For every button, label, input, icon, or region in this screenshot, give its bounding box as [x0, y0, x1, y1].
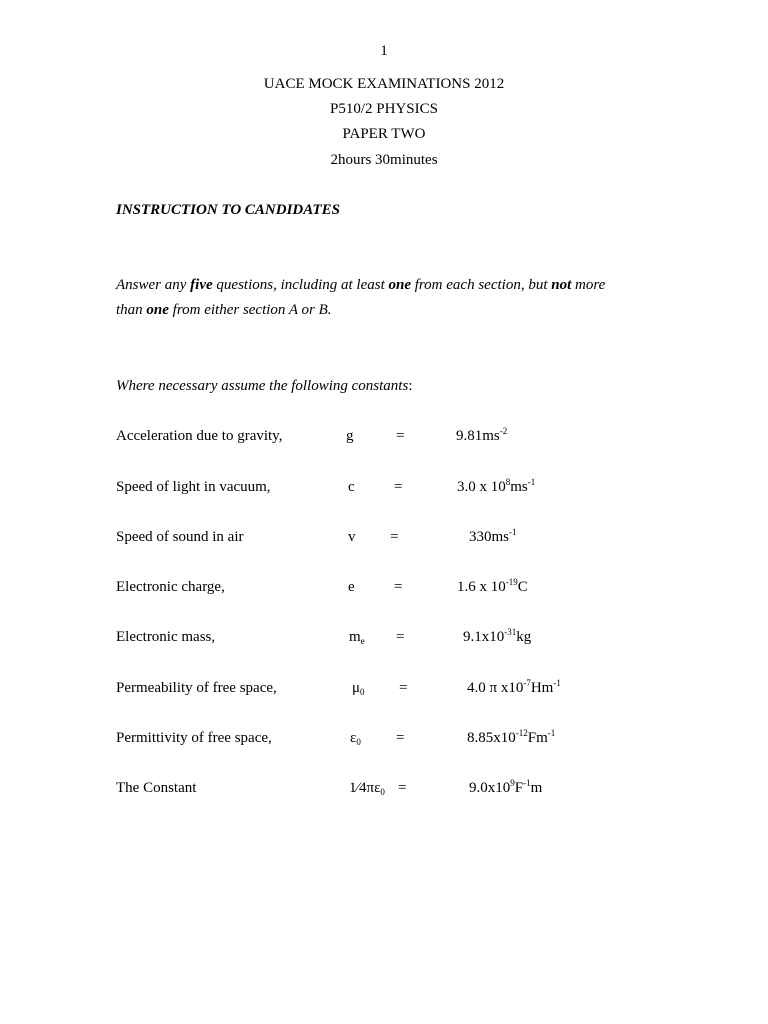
constant-symbol: g	[346, 428, 354, 444]
constant-name: Electronic mass,	[116, 629, 216, 645]
constant-symbol: $m_e$	[349, 629, 365, 646]
equals-sign: =	[396, 428, 405, 444]
constant-row-permeability	[0, 680, 768, 700]
constant-value: $330ms^{-1}$	[469, 527, 517, 545]
constant-symbol: e	[348, 579, 355, 595]
constant-symbol: $1⁄4\pi\varepsilon_0$	[349, 780, 385, 797]
constant-name: Permeability of free space,	[116, 680, 277, 696]
constant-row-sound-speed	[0, 529, 768, 549]
paper-name: PAPER TWO	[342, 126, 426, 142]
constant-value: $9.0x10^9F^{-1}m$	[469, 778, 543, 796]
duration: 2hours 30minutes	[330, 152, 438, 168]
constant-name: Permittivity of free space,	[116, 730, 272, 746]
constant-row-light-speed	[0, 479, 768, 499]
constant-symbol: $\mu_0$	[352, 680, 365, 697]
constant-row-electronic-mass	[0, 629, 768, 649]
constant-row-electronic-charge	[0, 579, 768, 599]
equals-sign: =	[394, 579, 403, 595]
constant-value: $9.81ms^{-2}$	[456, 426, 508, 444]
constant-row-coulomb-constant	[0, 780, 768, 800]
constant-name: Speed of sound in air	[116, 529, 244, 545]
constant-symbol: $\varepsilon_0$	[350, 730, 361, 747]
equals-sign: =	[394, 479, 403, 495]
constant-value: 4.0 π $x10^{-7}Hm^{-1}$	[467, 678, 561, 696]
instruction-line-1: Answer any five questions, including at least one from each section, but not more	[116, 277, 606, 293]
constant-value: $9.1x10^{-31}kg$	[463, 627, 532, 645]
equals-sign: =	[396, 629, 405, 645]
constants-intro: Where necessary assume the following constants:	[116, 378, 413, 394]
paper-code: P510/2 PHYSICS	[330, 101, 438, 117]
constant-row-gravity	[0, 428, 768, 448]
equals-sign: =	[398, 780, 407, 796]
equals-sign: =	[399, 680, 408, 696]
exam-title: UACE MOCK EXAMINATIONS 2012	[263, 76, 505, 92]
constant-value: 1.6 x $10^{-19}C$	[457, 577, 528, 595]
constant-symbol: v	[348, 529, 356, 545]
constant-value: $8.85x10^{-12}Fm^{-1}$	[467, 728, 556, 746]
constant-name: Speed of light in vacuum,	[116, 479, 271, 495]
instruction-heading: INSTRUCTION TO CANDIDATES	[116, 202, 340, 218]
equals-sign: =	[390, 529, 399, 545]
constant-name: Acceleration due to gravity,	[116, 428, 283, 444]
constant-name: Electronic charge,	[116, 579, 225, 595]
page-number: 1	[380, 43, 388, 59]
instruction-line-2: than one from either section A or B.	[116, 302, 332, 318]
equals-sign: =	[396, 730, 405, 746]
constant-name: The Constant	[116, 780, 197, 796]
constant-value: 3.0 x $10^8ms^{-1}$	[457, 477, 536, 495]
constant-row-permittivity	[0, 730, 768, 750]
constant-symbol: c	[348, 479, 355, 495]
